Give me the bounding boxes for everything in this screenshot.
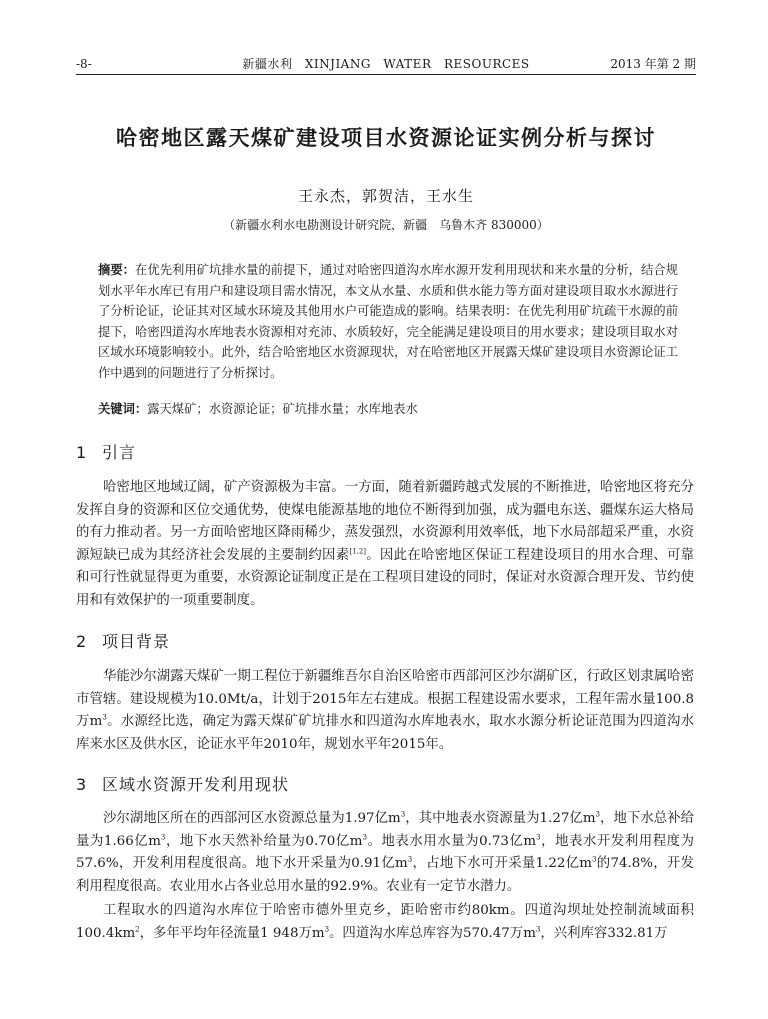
journal-name: 新疆水利 XINJIANG WATER RESOURCES xyxy=(242,57,530,71)
citation-ref: [1,2] xyxy=(349,547,366,556)
paper-title: 哈密地区露天煤矿建设项目水资源论证实例分析与探讨 xyxy=(116,126,656,150)
body-paragraph: 华能沙尔湖露天煤矿一期工程位于新疆维吾尔自治区哈密市西部河区沙尔湖矿区，行政区划隶属哈密市管辖。建设规模为10.0Mt/a，计划于2015年左右建成。根据工程建设需水要求，工程年需水量100.8万$m^3$。水源经比选，确定为露天煤矿矿坑排水和四道沟水库地表水，取水水源分析论证范围为四道沟水库来水区及供水区，论证水平年2010年，规划水平年2015年。 xyxy=(76,669,694,752)
section-heading-3 xyxy=(76,772,289,795)
affiliation: （新疆水利水电勘测设计研究院，新疆 乌鲁木齐 830000） xyxy=(223,218,549,232)
author-list: 王永杰，郭贺洁，王水生 xyxy=(297,187,474,205)
section-number: 2 xyxy=(76,632,88,651)
page-number: -8- xyxy=(76,57,92,71)
keywords xyxy=(98,399,678,419)
body-paragraph: 哈密地区地域辽阔，矿产资源极为丰富。一方面，随着新疆跨越式发展的不断推进，哈密地区将充分发挥自身的资源和区位交通优势，使煤电能源基地的地位不断得到加强，成为疆电东送、疆煤东运大格局的有力推动者。另一方面哈密地区降雨稀少，蒸发强烈，水资源利用效率低，地下水局部超采严重，水资源短缺已成为其经济社会发展的主要制约因素[1,2]。因此在哈密地区保证工程建设项目的用水合理、可靠和可行性就显得更为重要，水资源论证制度正是在工程项目建设的同时，保证对水资源合理开发、节约使用和有效保护的一项重要制度。 xyxy=(76,480,694,608)
body-paragraph: 沙尔湖地区所在的西部河区水资源总量为1.97亿$m^3$，其中地表水资源量为1.27亿$m^3$，地下水总补给量为1.66亿$m^3$，地下水天然补给量为0.70亿$m^3$。地表水用水量为0.73亿$m^3$，地表水开发利用程度为57.6%，开发利用程度很高。地下水开采量为0.91亿$m^3$，占地下水可开采量1.22亿$m^3$的74.8%，开发利用程度很高。农业用水占各业总用水量的92.9%。农业有一定节水潜力。 xyxy=(76,810,695,894)
running-header xyxy=(76,55,696,73)
issue-number: 2013 年第 2 期 xyxy=(610,57,696,71)
keywords-label: 关键词： xyxy=(98,402,148,416)
body-paragraph: 工程取水的四道沟水库位于哈密市德外里克乡，距哈密市约80km。四道沟坝址处控制流域面积$100.4km^2$，多年平均年径流量1 948万$m^3$。四道沟水库总库容为570.47万$m^3$，兴利库容332.81万 xyxy=(76,903,694,941)
section-title: 项目背景 xyxy=(102,632,171,651)
section-number: 1 xyxy=(76,443,88,462)
header-rule xyxy=(76,74,696,75)
abstract-label: 摘要： xyxy=(98,263,136,277)
section-heading-2 xyxy=(76,629,170,652)
section-title: 引言 xyxy=(102,443,137,462)
section-title: 区域水资源开发利用现状 xyxy=(102,775,290,794)
abstract xyxy=(98,260,678,384)
section-number: 3 xyxy=(76,775,88,794)
abstract-text: 在优先利用矿坑排水量的前提下，通过对哈密四道沟水库水源开发利用现状和来水量的分析，结合规划水平年水库已有用户和建设项目需水情况，本文从水量、水质和供水能力等方面对建设项目取水水源进行了分析论证，论证其对区域水环境及其他用水户可能造成的影响。结果表明：在优先利用矿坑疏干水源的前提下，哈密四道沟水库地表水资源相对充沛、水质较好，完全能满足建设项目的用水要求；建设项目取水对区域水环境影响较小。此外，结合哈密地区水资源现状，对在哈密地区开展露天煤矿建设项目水资源论证工作中遇到的问题进行了分析探讨。 xyxy=(98,263,678,380)
keywords-text: 露天煤矿；水资源论证；矿坑排水量；水库地表水 xyxy=(147,402,418,416)
section-heading-1 xyxy=(76,440,136,463)
